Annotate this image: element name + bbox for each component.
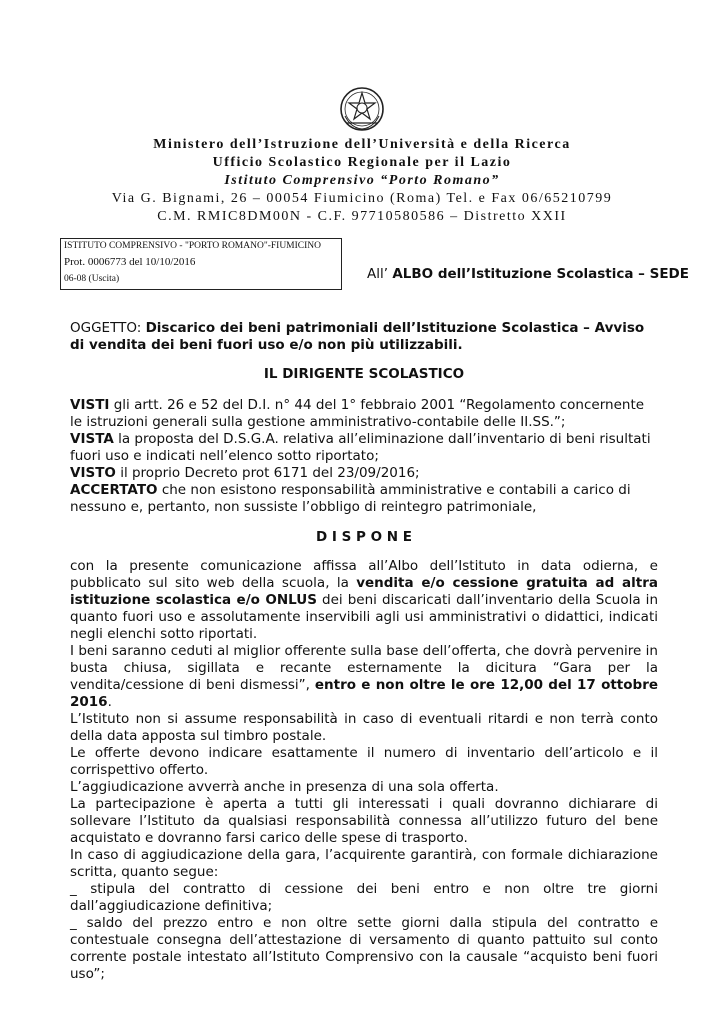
- paragraph-participation: La partecipazione è aperta a tutti gli interessati i quali dovranno dichiarare di sollevare l’Istituto da qualsiasi responsabilità connessa all’utilizzo futuro del bene acquistato e dovranno farsi carico delle spese di trasporto.: [70, 796, 658, 846]
- institute-name: Istituto Comprensivo “Porto Romano”: [224, 173, 500, 188]
- paragraph-sale-notice: con la presente comunicazione affissa all’Albo dell’Istituto in data odierna, e pubblicato sul sito web della scuola, la vendita e/o cessione gratuita ad altra istituzione scolastica e/o ONLUS dei beni discaricati dall’inventario della Scuola in quanto fuori uso e assolutamente inservibili agli usi amministrativi o didattici, indicati negli elenchi sotto riportati.: [70, 558, 658, 642]
- subject-text: Discarico dei beni patrimoniali dell’Istituzione Scolastica – Avviso di vendita dei beni fuori uso e/o non più utilizzabili.: [70, 320, 645, 353]
- stamp-protocol-number: Prot. 0006773 del 10/10/2016: [64, 256, 196, 268]
- stamp-classification: 06-08 (Uscita): [64, 274, 120, 284]
- stamp-institute: ISTITUTO COMPRENSIVO - "PORTO ROMANO"-FIUMICINO: [64, 241, 322, 251]
- subject-label: OGGETTO:: [70, 320, 142, 336]
- paragraph-single-offer: L’aggiudicazione avverrà anche in presenza di una sola offerta.: [70, 779, 499, 795]
- institute-address: Via G. Bignami, 26 – 00054 Fiumicino (Roma) Tel. e Fax 06/65210799: [111, 191, 613, 206]
- list-item-payment: _ saldo del prezzo entro e non oltre sette giorni dalla stipula del contratto e contestuale consegna dell’attestazione di versamento di quanto pattuito sul conto corrente postale intestato all’Istituto Comprensivo con la causale “acquisto beni fuori uso”;: [70, 915, 658, 982]
- premises-block: [70, 397, 658, 516]
- paragraph-award-conditions: In caso di aggiudicazione della gara, l’acquirente garantirà, con formale dichiarazione scritta, quanto segue:: [70, 847, 658, 880]
- premise-accertato: ACCERTATO che non esistono responsabilità amministrative e contabili a carico di nessuno e, pertanto, non sussiste l’obbligo di reintegro patrimoniale,: [70, 482, 631, 515]
- paragraph-liability: L’Istituto non si assume responsabilità in caso di eventuali ritardi e non terrà conto della data apposta sul timbro postale.: [70, 711, 658, 744]
- dispositions-block: [70, 558, 658, 983]
- list-item-contract: _ stipula del contratto di cessione dei beni entro e non oltre tre giorni dall’aggiudicazione definitiva;: [70, 881, 658, 914]
- subject-block: [70, 320, 658, 354]
- ministry-name: Ministero dell’Istruzione dell’Università e della Ricerca: [153, 137, 571, 152]
- protocol-stamp: [60, 238, 342, 290]
- addressee: [367, 266, 689, 282]
- paragraph-offer-deadline: I beni saranno ceduti al miglior offerente sulla base dell’offerta, che dovrà pervenire in busta chiusa, sigillata e recante esternamente la dicitura “Gara per la vendita/cessione di beni dismessi”, entro e non oltre le ore 12,00 del 17 ottobre 2016.: [70, 643, 659, 710]
- dispone-heading: D I S P O N E: [315, 529, 413, 545]
- premise-visto: VISTO il proprio Decreto prot 6171 del 23/09/2016;: [70, 465, 420, 481]
- premise-visti: VISTI gli artt. 26 e 52 del D.I. n° 44 del 1° febbraio 2001 “Regolamento concernente le istruzioni generali sulla gestione amministrativo-contabile delle II.SS.”;: [70, 397, 645, 430]
- italian-republic-emblem-icon: [339, 86, 385, 132]
- premise-vista: VISTA la proposta del D.S.G.A. relativa all’eliminazione dall’inventario di beni risultati fuori uso e indicati nell’elenco sotto riportato;: [70, 431, 651, 464]
- institute-codes: C.M. RMIC8DM00N - C.F. 97710580586 – Distretto XXII: [157, 209, 567, 224]
- addressee-prefix: All’: [367, 266, 389, 282]
- paragraph-offer-content: Le offerte devono indicare esattamente il numero di inventario dell’articolo e il corrispettivo offerto.: [70, 745, 658, 778]
- addressee-target: ALBO dell’Istituzione Scolastica – SEDE: [392, 266, 689, 282]
- signatory-heading: IL DIRIGENTE SCOLASTICO: [263, 366, 465, 382]
- regional-office: Ufficio Scolastico Regionale per il Lazio: [212, 155, 512, 170]
